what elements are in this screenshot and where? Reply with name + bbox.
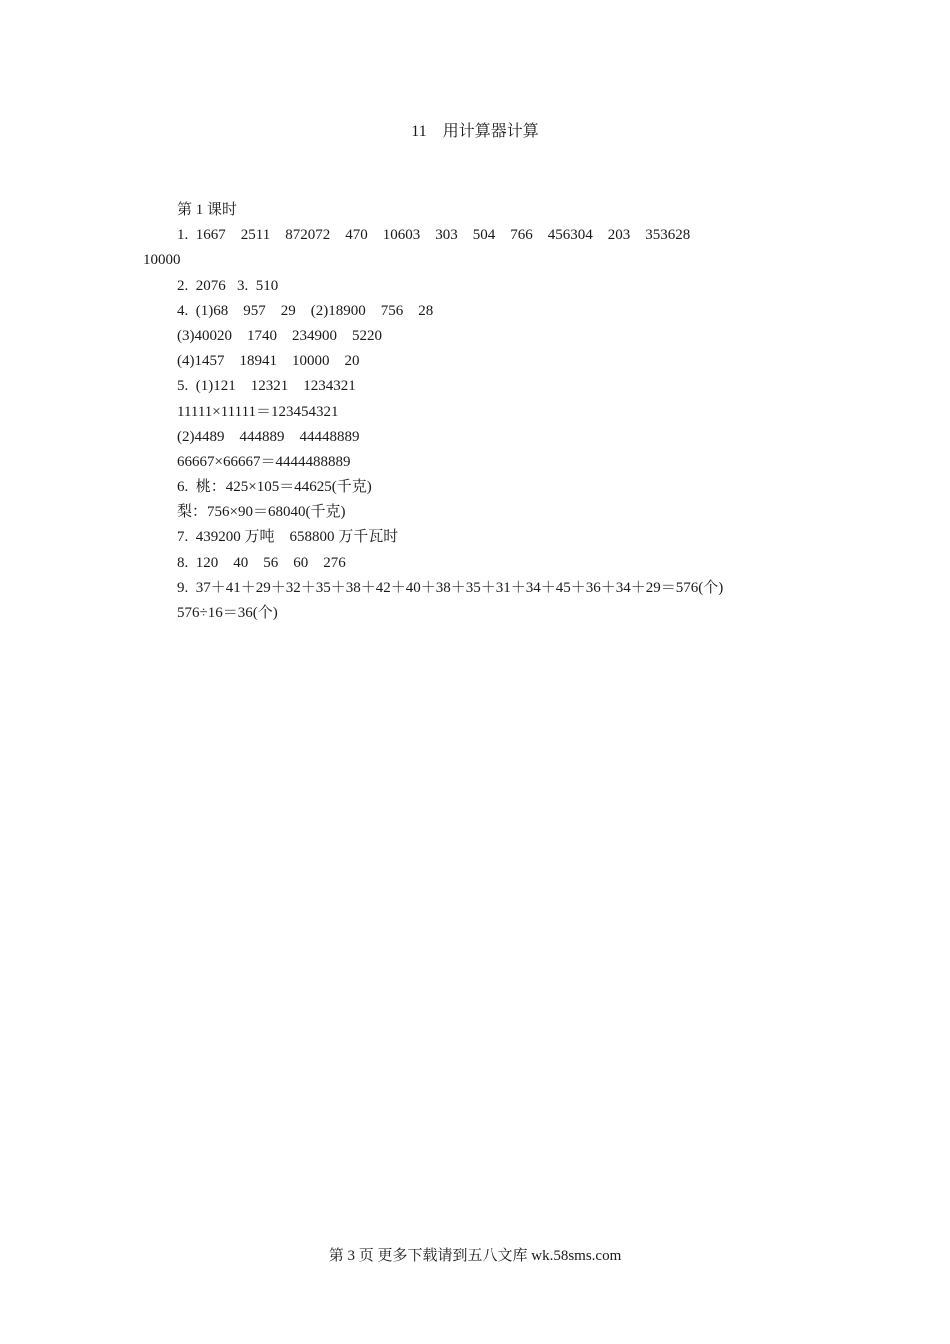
answer-line: 梨：756×90＝68040(千克): [177, 504, 346, 521]
answer-line: 5. (1)121 12321 1234321: [177, 378, 356, 395]
answer-line: 6. 桃：425×105＝44625(千克): [177, 479, 372, 496]
answer-content: [143, 198, 823, 626]
answer-line: 4. (1)68 957 29 (2)18900 756 28: [177, 302, 434, 319]
answer-line: 10000: [143, 252, 181, 269]
answer-line: (2)4489 444889 44448889: [177, 428, 360, 445]
answer-line: 9. 37＋41＋29＋32＋35＋38＋42＋40＋38＋35＋31＋34＋45＋36＋34＋29＝576(个): [177, 579, 724, 596]
page-footer: 第 3 页 更多下载请到五八文库 wk.58sms.com: [328, 1248, 622, 1264]
answer-line: 8. 120 40 56 60 276: [177, 554, 346, 571]
answer-line: 2. 2076 3. 510: [177, 277, 279, 294]
answer-line: 66667×66667＝4444488889: [177, 453, 351, 470]
answer-line: 576÷16＝36(个): [177, 605, 278, 621]
answer-line: (4)1457 18941 10000 20: [177, 353, 360, 370]
page-title: 11 用计算器计算: [411, 123, 539, 140]
answer-line: 1. 1667 2511 872072 470 10603 303 504 766 456304 203 353628: [177, 227, 691, 244]
section-heading: 第 1 课时: [177, 202, 238, 218]
answer-line: 11111×11111＝123454321: [177, 403, 339, 420]
answer-line: (3)40020 1740 234900 5220: [177, 327, 382, 344]
answer-line: 7. 439200 万吨 658800 万千瓦时: [177, 529, 399, 546]
